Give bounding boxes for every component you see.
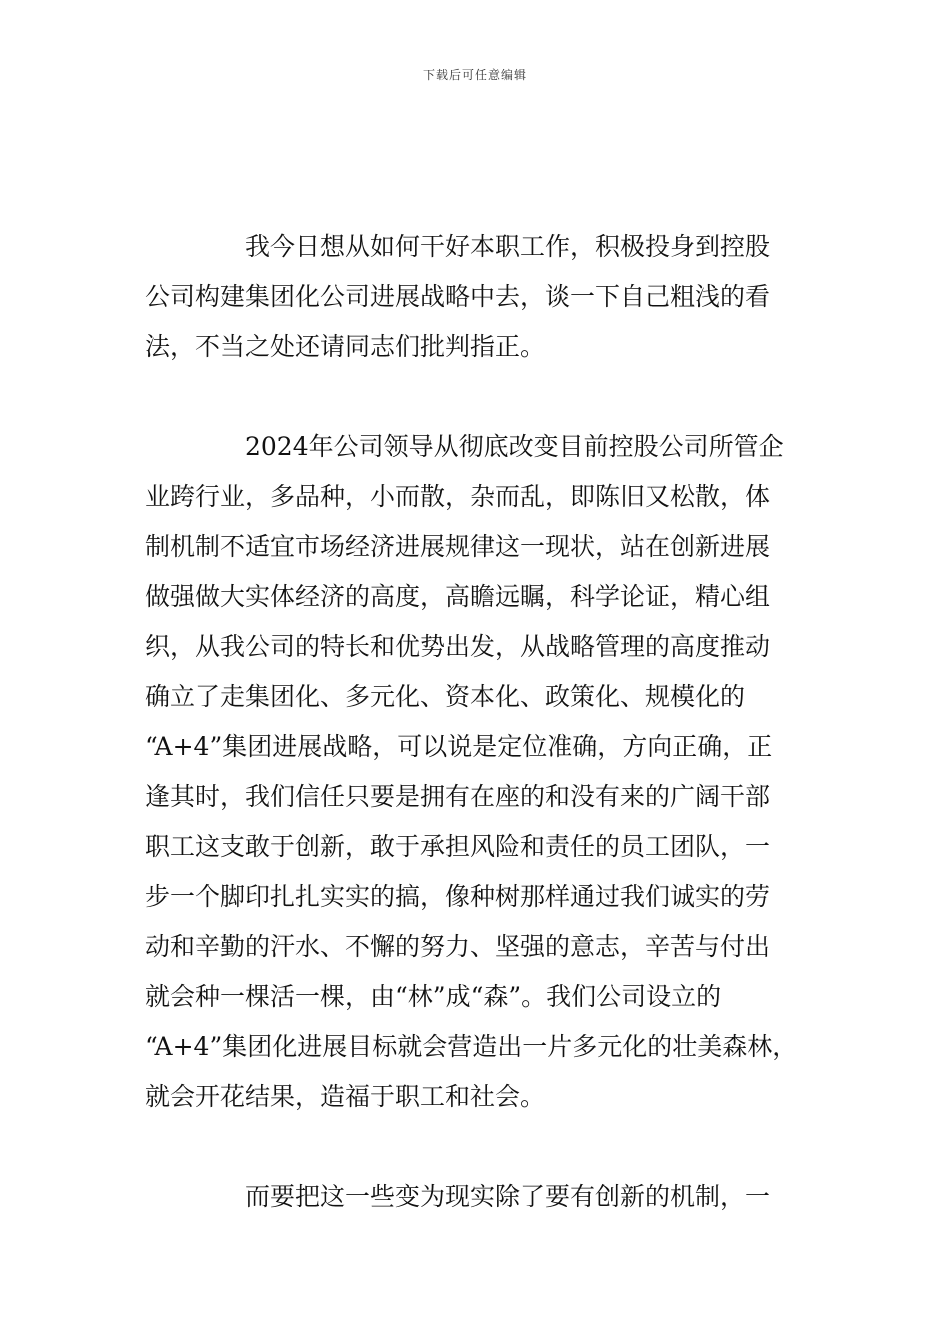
paragraph-line: 法，不当之处还请同志们批判指正。 <box>145 332 546 361</box>
paragraph-line: 制机制不适宜市场经济进展规律这一现状，站在创新进展 <box>145 532 771 561</box>
paragraph-line: 动和辛勤的汗水、不懈的努力、坚强的意志，辛苦与付出 <box>145 932 771 961</box>
paragraph-line: “A+4”集团进展战略，可以说是定位准确，方向正确，正 <box>145 732 773 761</box>
paragraph-line: 做强做大实体经济的高度，高瞻远瞩，科学论证，精心组 <box>145 582 771 611</box>
paragraph-line: 业跨行业，多品种，小而散，杂而乱，即陈旧又松散，体 <box>145 482 771 511</box>
paragraph-line: 2024年公司领导从彻底改变目前控股公司所管企 <box>145 432 784 461</box>
paragraph-line: 步一个脚印扎扎实实的搞，像种树那样通过我们诚实的劳 <box>145 882 771 911</box>
paragraph-line: 确立了走集团化、多元化、资本化、政策化、规模化的 <box>145 682 746 711</box>
paragraph-line: 职工这支敢于创新，敢于承担风险和责任的员工团队，一 <box>145 832 771 861</box>
paragraph-line: 就会种一棵活一棵，由“林”成“森”。我们公司设立的 <box>145 982 722 1011</box>
paragraph-line: “A+4”集团化进展目标就会营造出一片多元化的壮美森林， <box>145 1032 798 1061</box>
paragraph-line: 织，从我公司的特长和优势出发，从战略管理的高度推动 <box>145 632 771 661</box>
paragraph-line: 公司构建集团化公司进展战略中去，谈一下自己粗浅的看 <box>145 282 771 311</box>
paragraph-line: 而要把这一些变为现实除了要有创新的机制，一 <box>145 1182 771 1211</box>
paragraph-line: 就会开花结果，造福于职工和社会。 <box>145 1082 546 1111</box>
paragraph-line: 逢其时，我们信任只要是拥有在座的和没有来的广阔干部 <box>145 782 771 811</box>
page-header: 下载后可任意编辑 <box>422 68 527 82</box>
paragraph-line: 我今日想从如何干好本职工作，积极投身到控股 <box>145 232 771 261</box>
paragraph-1 <box>145 222 825 372</box>
paragraph-2 <box>145 422 825 1122</box>
paragraph-3 <box>145 1172 825 1222</box>
